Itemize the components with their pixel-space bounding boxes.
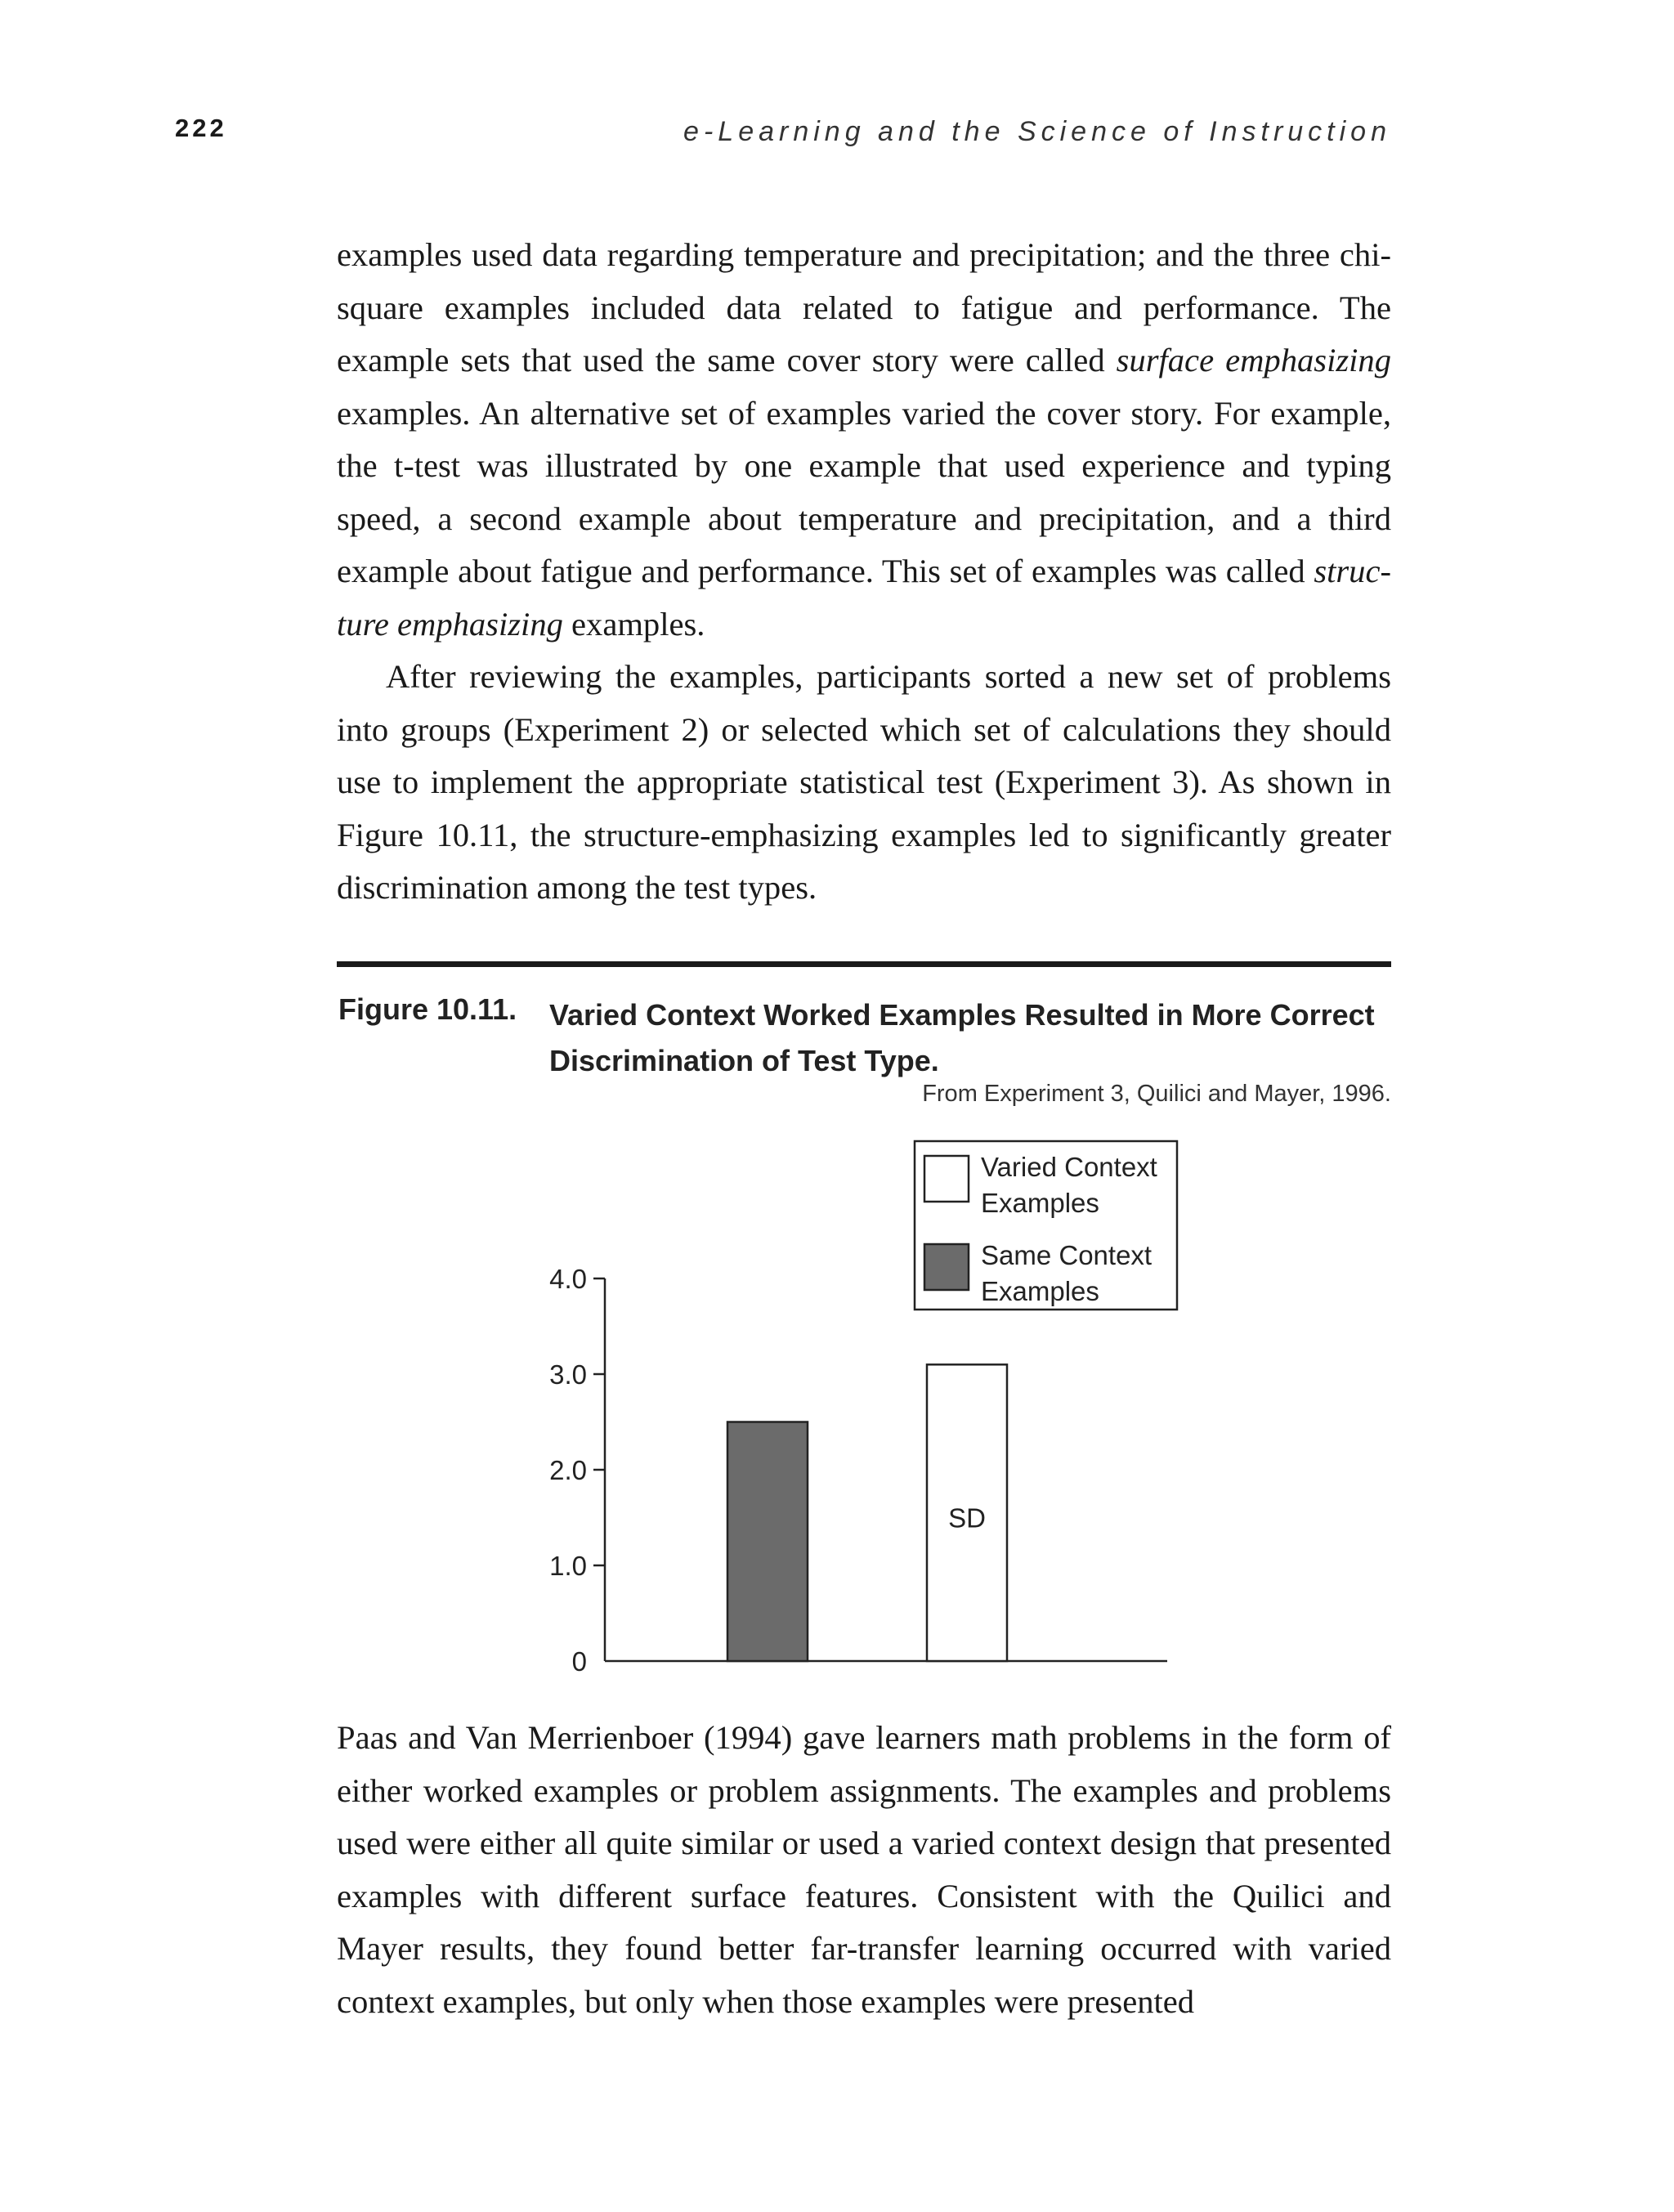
legend-label: Examples <box>981 1276 1099 1306</box>
emphasis: surface emphasizing <box>1116 342 1391 378</box>
legend-label: Varied Context <box>981 1152 1157 1182</box>
y-tick-label: 0 <box>571 1646 587 1677</box>
text-run: examples used data regarding temperature and precipitation; and the three chi-square examples included data related to fatigue and performance. The example sets that used the same cover story were called <box>337 236 1391 378</box>
legend-swatch <box>924 1244 969 1290</box>
figure-title-line: Varied Context Worked Examples Resulted in More Correct <box>549 998 1375 1032</box>
paragraph: After reviewing the examples, participants sorted a new set of problems into groups (Experiment 2) or selected which set of calculations they should use to implement the appropriate statistical test (Experiment 3). As shown in Figure 10.11, the structure-emphasizing examples led to significantly greater discrimination among the test types. <box>337 658 1391 906</box>
y-tick-label: 2.0 <box>549 1455 587 1485</box>
page-number: 222 <box>175 114 227 142</box>
bar-same-context-examples <box>727 1422 808 1662</box>
figure-title-line: Discrimination of Test Type. <box>549 1044 939 1077</box>
body-text-bottom <box>337 1712 1391 2028</box>
figure-label: Figure 10.11. <box>338 992 517 1026</box>
text-run: examples. An alternative set of examples varied the cover story. For example, the t-test was illustrated by one example that used experience and typing speed, a second example about temperature and precipitation, and a third example about fatigue and performance. This set of examples was called <box>337 394 1391 589</box>
legend-swatch <box>924 1156 969 1202</box>
running-head: e-Learning and the Science of Instruction <box>683 116 1391 147</box>
paragraph: Paas and Van Merrienboer (1994) gave learners math problems in the form of either worked examples or problem assignments. The examples and problems used were either all quite similar or used a varied context design that presented examples with different surface features. Consistent with the Quilici and Mayer results, they found better far-transfer learning occurred with varied context examples, but only when those examples were presented <box>337 1719 1391 2020</box>
y-tick-label: 3.0 <box>549 1359 587 1390</box>
legend-label: Examples <box>981 1188 1099 1218</box>
text-run: examples. <box>562 605 705 643</box>
figure-source: From Experiment 3, Quilici and Mayer, 1996. <box>922 1081 1391 1107</box>
legend-label: Same Context <box>981 1240 1153 1270</box>
emphasis: struc-ture emphasizing <box>337 553 1391 643</box>
y-tick-label: 1.0 <box>549 1551 587 1581</box>
y-tick-label: 4.0 <box>549 1264 587 1294</box>
bar-annotation: SD <box>948 1502 986 1534</box>
